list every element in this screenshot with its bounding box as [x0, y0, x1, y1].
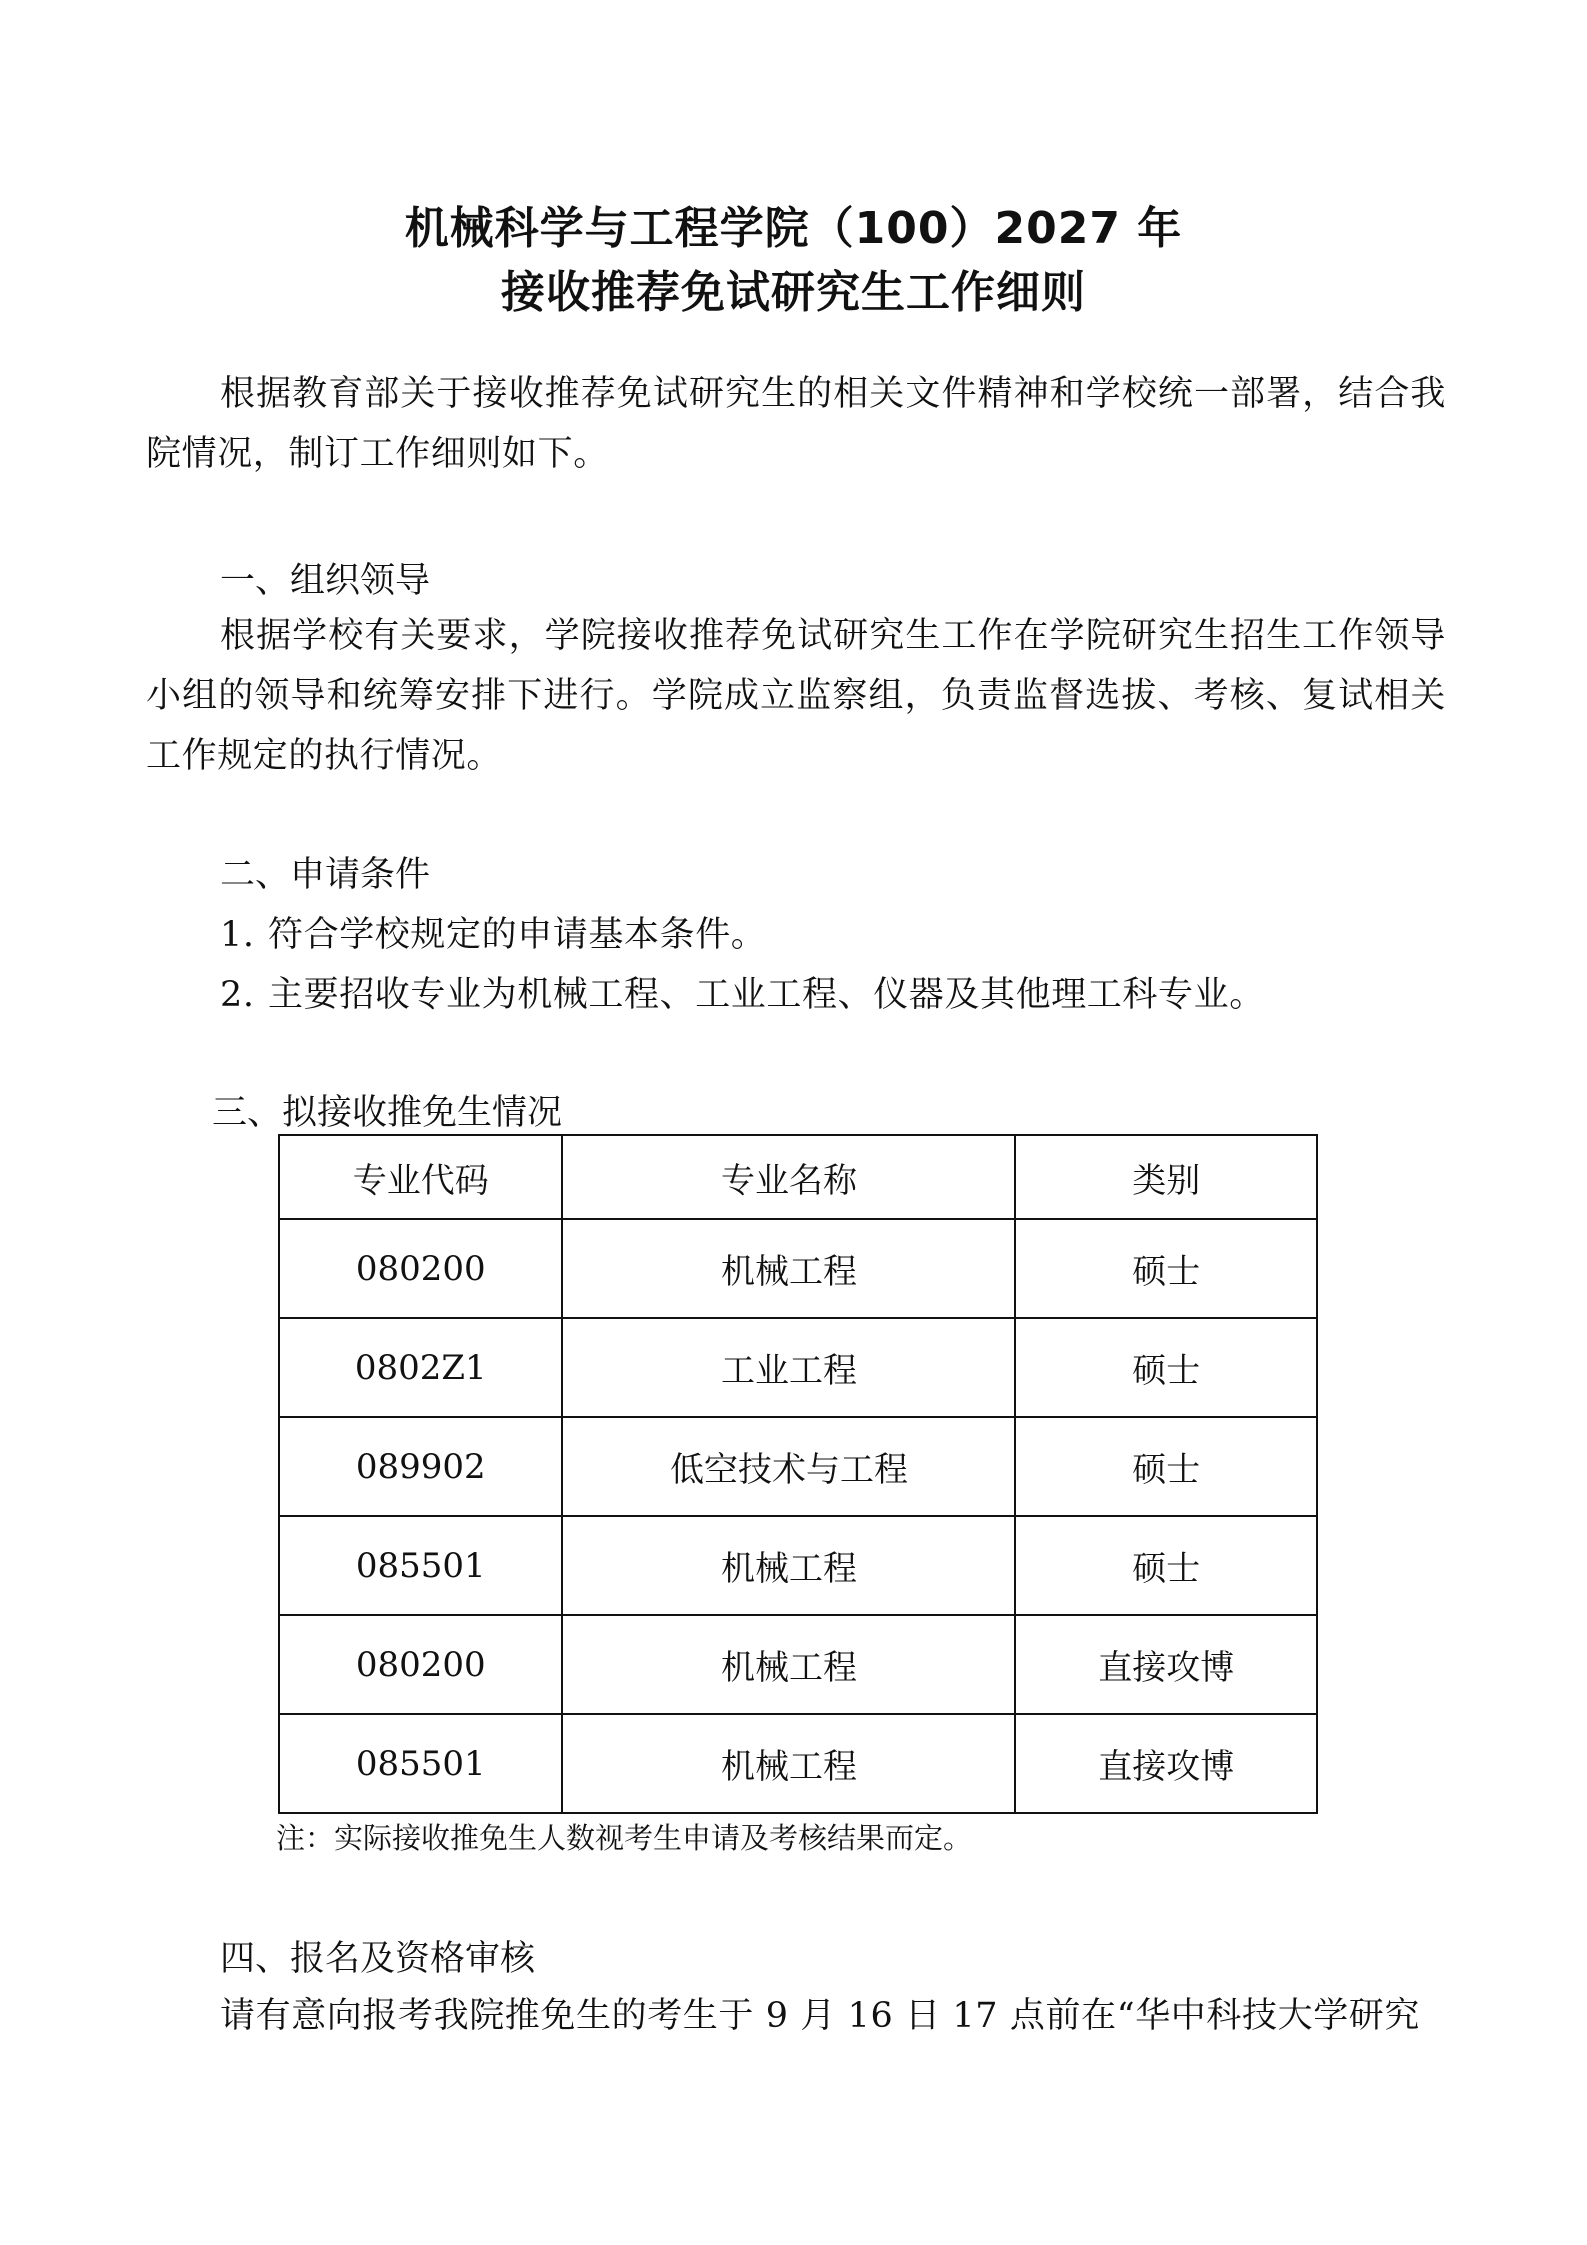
- column-header-category: 类别: [1015, 1135, 1317, 1219]
- condition-item-1: [220, 910, 766, 960]
- major-code-cell: 085501: [279, 1516, 562, 1615]
- intro-paragraph: 根据教育部关于接收推荐免试研究生的相关文件精神和学校统一部署，结合我院情况，制订工作细则如下。: [146, 374, 1446, 474]
- condition-item-2: [220, 970, 1265, 1020]
- list-text: 符合学校规定的申请基本条件。: [268, 915, 767, 955]
- list-number: 2.: [220, 975, 255, 1015]
- section-3-heading: 三、拟接收推免生情况: [212, 1093, 563, 1133]
- list-number: 1.: [220, 915, 255, 955]
- category-cell: 硕士: [1015, 1318, 1317, 1417]
- table-header-row: [279, 1135, 1317, 1219]
- table-row: [279, 1714, 1317, 1813]
- major-name-cell: 低空技术与工程: [562, 1417, 1015, 1516]
- major-code-cell: 080200: [279, 1615, 562, 1714]
- category-cell: 硕士: [1015, 1417, 1317, 1516]
- table-row: [279, 1516, 1317, 1615]
- major-code-cell: 089902: [279, 1417, 562, 1516]
- column-header-code: 专业代码: [279, 1135, 562, 1219]
- category-cell: 直接攻博: [1015, 1714, 1317, 1813]
- list-text: 主要招收专业为机械工程、工业工程、仪器及其他理工科专业。: [268, 975, 1265, 1015]
- major-name-cell: 机械工程: [562, 1615, 1015, 1714]
- section-1-heading: 一、组织领导: [220, 561, 431, 601]
- major-name-cell: 机械工程: [562, 1219, 1015, 1318]
- major-name-cell: 机械工程: [562, 1714, 1015, 1813]
- majors-table: [278, 1134, 1318, 1814]
- category-cell: 直接攻博: [1015, 1615, 1317, 1714]
- table-note: 注：实际接收推免生人数视考生申请及考核结果而定。: [276, 1821, 973, 1855]
- section-4-heading: 四、报名及资格审核: [220, 1939, 536, 1979]
- major-code-cell: 0802Z1: [279, 1318, 562, 1417]
- table-row: [279, 1615, 1317, 1714]
- section-2-heading: 二、申请条件: [220, 855, 431, 895]
- major-name-cell: 工业工程: [562, 1318, 1015, 1417]
- table-row: [279, 1318, 1317, 1417]
- table-row: [279, 1219, 1317, 1318]
- major-code-cell: 080200: [279, 1219, 562, 1318]
- document-title-line-2: 接收推荐免试研究生工作细则: [501, 267, 1086, 318]
- category-cell: 硕士: [1015, 1219, 1317, 1318]
- major-code-cell: 085501: [279, 1714, 562, 1813]
- category-cell: 硕士: [1015, 1516, 1317, 1615]
- column-header-name: 专业名称: [562, 1135, 1015, 1219]
- section-1-body: 根据学校有关要求，学院接收推荐免试研究生工作在学院研究生招生工作领导小组的领导和统筹安排下进行。学院成立监察组，负责监督选拔、考核、复试相关工作规定的执行情况。: [146, 616, 1446, 776]
- table-row: [279, 1417, 1317, 1516]
- section-4-body: 请有意向报考我院推免生的考生于 9 月 16 日 17 点前在“华中科技大学研究: [220, 1996, 1420, 2036]
- major-name-cell: 机械工程: [562, 1516, 1015, 1615]
- document-title-line-1: 机械科学与工程学院（100）2027 年: [404, 203, 1183, 254]
